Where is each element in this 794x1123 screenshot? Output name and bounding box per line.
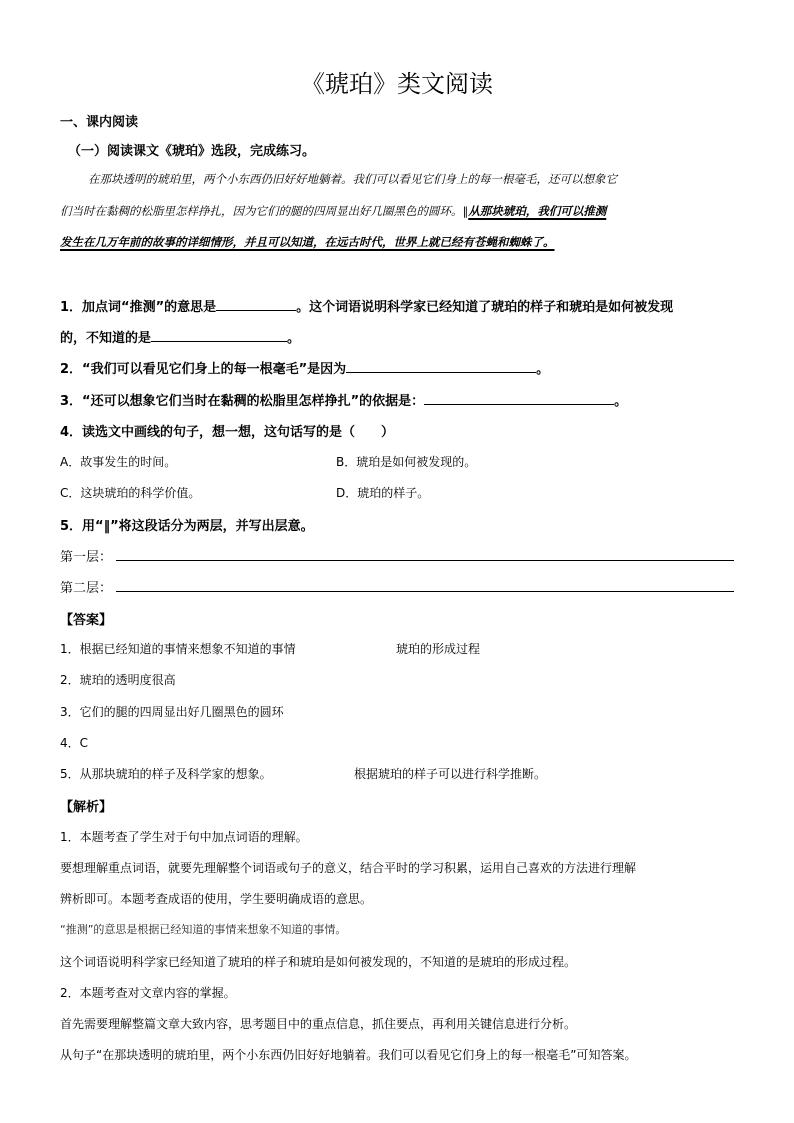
layer-2-line[interactable] xyxy=(116,591,734,592)
answer-blank[interactable] xyxy=(216,298,296,311)
analysis-heading: 【解析】 xyxy=(60,800,113,815)
question-4: 4．读选文中画线的句子，想一想，这句话写的是（ ） xyxy=(60,425,395,440)
question-text: 1．加点词“推测”的意思是 xyxy=(60,300,217,315)
analysis-line: 这个词语说明科学家已经知道了琥珀的样子和琥珀是如何被发现的，不知道的是琥珀的形成过程。 xyxy=(60,955,577,969)
question-1-cont xyxy=(60,327,300,346)
underlined-sentence: 从那块琥珀，我们可以推测 xyxy=(468,204,607,218)
question-text: 。 xyxy=(614,394,628,409)
layer-1-line[interactable] xyxy=(116,560,734,561)
layer-2-label: 第二层： xyxy=(60,581,113,596)
option-c[interactable]: C．这块琥珀的科学价值。 xyxy=(60,486,201,500)
passage-line-1: 在那块透明的琥珀里，两个小东西仍旧好好地躺着。我们可以看见它们身上的每一根毫毛，还可以想象它 xyxy=(88,172,617,186)
analysis-line: “推测”的意思是根据已经知道的事情来想象不知道的事情。 xyxy=(60,923,347,936)
answer-heading: 【答案】 xyxy=(60,613,113,628)
question-text: 。 xyxy=(287,331,301,346)
analysis-line: 要想理解重点词语，就要先理解整个词语或句子的意义，结合平时的学习积累，运用自己喜欢的方法进行理解 xyxy=(60,861,637,875)
question-text: 的，不知道的是 xyxy=(60,331,152,346)
question-5: 5．用“‖”将这段话分为两层，并写出层意。 xyxy=(60,519,314,534)
answer-2: 2．琥珀的透明度很高 xyxy=(60,673,176,687)
underlined-sentence-cont: 发生在几万年前的故事的详细情形，并且可以知道，在远古时代，世界上就已经有苍蝇和蜘蛛了。 xyxy=(60,235,555,249)
question-text: 3．“还可以想象它们当时在黏稠的松脂里怎样挣扎”的依据是： xyxy=(60,394,425,409)
answer-1a: 1．根据已经知道的事情来想象不知道的事情 xyxy=(60,642,296,656)
part-heading: （一）阅读课文《琥珀》选段，完成练习。 xyxy=(68,144,316,159)
question-1 xyxy=(60,296,673,315)
layer-1-label: 第一层： xyxy=(60,550,113,565)
analysis-line: 辨析即可。本题考查成语的使用，学生要明确成语的意思。 xyxy=(60,892,373,906)
question-text: 。这个词语说明科学家已经知道了琥珀的样子和琥珀是如何被发现 xyxy=(296,300,674,315)
option-d[interactable]: D．琥珀的样子。 xyxy=(336,486,430,500)
answer-5a: 5．从那块琥珀的样子及科学家的想象。 xyxy=(60,767,272,781)
analysis-line: 2．本题考查对文章内容的掌握。 xyxy=(60,986,236,1000)
analysis-line: 1．本题考查了学生对于句中加点词语的理解。 xyxy=(60,830,308,844)
passage-line-2 xyxy=(60,203,606,219)
answer-4: 4．C xyxy=(60,736,89,750)
answer-1b: 琥珀的形成过程 xyxy=(396,642,481,656)
answer-5b: 根据琥珀的样子可以进行科学推断。 xyxy=(354,767,547,781)
answer-3: 3．它们的腿的四周显出好几圈黑色的圆环 xyxy=(60,705,284,719)
question-2 xyxy=(60,358,549,377)
answer-blank[interactable] xyxy=(346,360,536,373)
option-a[interactable]: A．故事发生的时间。 xyxy=(60,455,177,469)
analysis-line: 首先需要理解整篇文章大致内容，思考题目中的重点信息，抓住要点，再利用关键信息进行分析。 xyxy=(60,1017,577,1031)
passage-text: 们当时在黏稠的松脂里怎样挣扎，因为它们的腿的四周显出好几圈黑色的圆环。‖ xyxy=(60,204,469,218)
question-3 xyxy=(60,390,627,409)
question-text: 。 xyxy=(536,362,550,377)
answer-blank[interactable] xyxy=(424,392,614,405)
section-heading: 一、课内阅读 xyxy=(60,115,139,130)
analysis-line: 从句子“在那块透明的琥珀里，两个小东西仍旧好好地躺着。我们可以看见它们身上的每一根毫毛”可知答案。 xyxy=(60,1048,637,1062)
option-b[interactable]: B．琥珀是如何被发现的。 xyxy=(336,455,477,469)
page-title: 《琥珀》类文阅读 xyxy=(301,70,493,98)
question-text: 2．“我们可以看见它们身上的每一根毫毛”是因为 xyxy=(60,362,347,377)
answer-blank[interactable] xyxy=(151,329,287,342)
